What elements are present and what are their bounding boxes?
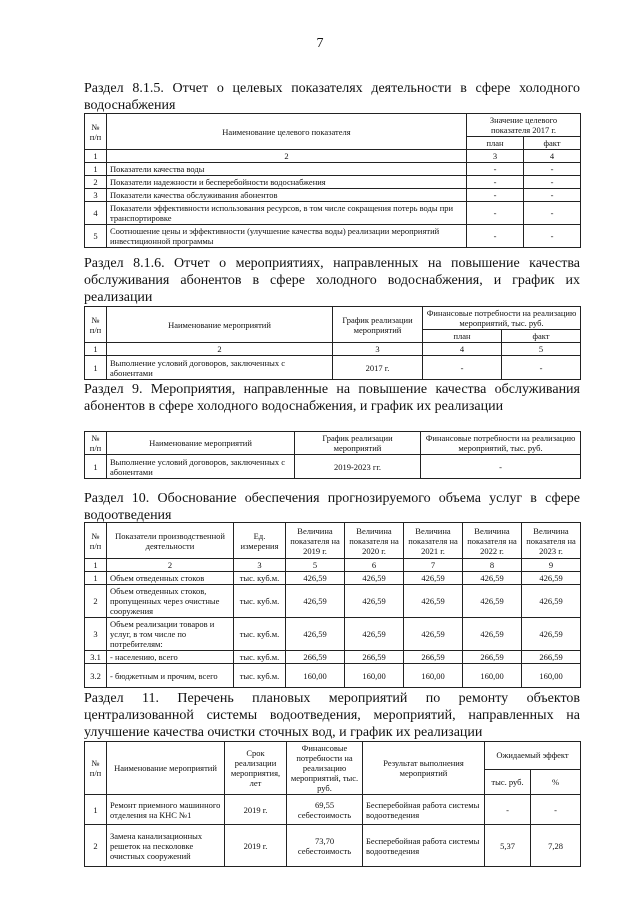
- repair-activities-table: [84, 741, 581, 867]
- table-row: [85, 176, 581, 189]
- row-name: Замена канализационных решеток на песколовке очистных сооружений: [107, 825, 225, 867]
- row-value: 426,59: [286, 572, 345, 585]
- row-fact: -: [524, 225, 581, 248]
- row-unit: тыс. куб.м.: [234, 664, 286, 688]
- header-num: № п/п: [85, 742, 107, 795]
- header-target-value: Значение целевого показателя 2017 г.: [467, 114, 581, 137]
- col-num-cell: 4: [524, 150, 581, 163]
- header-indicator-name: Наименование целевого показателя: [107, 114, 467, 150]
- col-num-cell: 1: [85, 559, 107, 572]
- col-num-cell: 2: [107, 150, 467, 163]
- row-value: 426,59: [522, 585, 581, 618]
- row-result: Бесперебойная работа системы водоотведения: [363, 795, 485, 825]
- table-row: [85, 795, 581, 825]
- row-value: 426,59: [463, 618, 522, 651]
- row-num: 2: [85, 585, 107, 618]
- header-indicator: Показатели производственной деятельности: [107, 523, 234, 559]
- header-fact: факт: [524, 137, 581, 150]
- row-value: 426,59: [463, 585, 522, 618]
- header-term: Срок реализации мероприятия, лет: [225, 742, 287, 795]
- row-plan: -: [467, 176, 524, 189]
- row-amount: 73,70: [314, 835, 335, 846]
- row-fact: -: [524, 163, 581, 176]
- row-effect-pct: 7,28: [531, 825, 581, 867]
- row-plan: -: [423, 356, 502, 380]
- row-name: Показатели качества обслуживания абонентов: [107, 189, 467, 202]
- section-8-1-5-heading: Раздел 8.1.5. Отчет о целевых показателях деятельности в сфере холодного водоснабжения: [84, 81, 580, 113]
- row-fact: -: [524, 176, 581, 189]
- section-11-heading: Раздел 11. Перечень плановых мероприятий по ремонту объектов централизованной системы водоотведения, мероприятий, направленных на улучшение качества очистки сточных вод, и график их реализации: [84, 691, 580, 740]
- header-expected-effect: Ожидаемый эффект: [485, 742, 581, 770]
- col-num-cell: 2: [107, 559, 234, 572]
- row-value: 426,59: [522, 618, 581, 651]
- page-number: 7: [316, 36, 324, 51]
- row-term: 2019 г.: [225, 825, 287, 867]
- header-unit: Ед. измерения: [234, 523, 286, 559]
- row-plan: -: [467, 202, 524, 225]
- table-row: [85, 189, 581, 202]
- header-num: № п/п: [85, 432, 107, 455]
- col-num-cell: 1: [85, 150, 107, 163]
- col-num-cell: 9: [522, 559, 581, 572]
- table-row: [85, 225, 581, 248]
- row-value: 266,59: [522, 651, 581, 664]
- row-name: - населению, всего: [107, 651, 234, 664]
- header-year-2021: Величина показателя на 2021 г.: [404, 523, 463, 559]
- row-name: Показатели качества воды: [107, 163, 467, 176]
- table-row: [85, 651, 581, 664]
- row-name: Ремонт приемного машинного отделения на КНС №1: [107, 795, 225, 825]
- header-activity-name: Наименование мероприятий: [107, 742, 225, 795]
- header-plan: план: [423, 330, 502, 343]
- header-activity-name: Наименование мероприятий: [107, 432, 295, 455]
- row-schedule: 2017 г.: [333, 356, 423, 380]
- header-percent: %: [531, 769, 581, 794]
- row-finance: -: [421, 455, 581, 479]
- col-num-cell: 7: [404, 559, 463, 572]
- row-plan: -: [467, 189, 524, 202]
- row-value: 160,00: [286, 664, 345, 688]
- row-fact: -: [524, 189, 581, 202]
- row-value: 160,00: [522, 664, 581, 688]
- header-schedule: График реализации мероприятий: [333, 307, 423, 343]
- col-num-cell: 3: [234, 559, 286, 572]
- table-row: [85, 585, 581, 618]
- row-unit: тыс. куб.м.: [234, 572, 286, 585]
- row-unit: тыс. куб.м.: [234, 618, 286, 651]
- row-name: Объем реализации товаров и услуг, в том числе по потребителям:: [107, 618, 234, 651]
- row-name: Показатели эффективности использования ресурсов, в том числе сокращения потерь воды при транспортировке: [107, 202, 467, 225]
- row-value: 266,59: [286, 651, 345, 664]
- header-thousand-rub: тыс. руб.: [485, 769, 531, 794]
- row-value: 426,59: [522, 572, 581, 585]
- row-num: 5: [85, 225, 107, 248]
- header-year-2019: Величина показателя на 2019 г.: [286, 523, 345, 559]
- col-num-cell: 4: [423, 343, 502, 356]
- row-num: 3: [85, 189, 107, 202]
- section-9-heading: Раздел 9. Мероприятия, направленные на повышение качества обслуживания абонентов в сфере холодного водоснабжения, и график их реализации: [84, 382, 580, 414]
- row-num: 1: [85, 163, 107, 176]
- row-unit: тыс. куб.м.: [234, 651, 286, 664]
- col-num-cell: 2: [107, 343, 333, 356]
- row-num: 1: [85, 795, 107, 825]
- row-finance: [287, 825, 363, 867]
- row-effect-rub: -: [485, 795, 531, 825]
- col-num-cell: 3: [467, 150, 524, 163]
- row-basis: себестоимость: [297, 809, 352, 820]
- row-value: 266,59: [463, 651, 522, 664]
- col-num-cell: 5: [502, 343, 581, 356]
- table-row: [85, 618, 581, 651]
- row-name: Объем отведенных стоков: [107, 572, 234, 585]
- col-num-cell: 3: [333, 343, 423, 356]
- table-row: [85, 356, 581, 380]
- row-plan: -: [467, 225, 524, 248]
- header-num: № п/п: [85, 114, 107, 150]
- header-finance: Финансовые потребности на реализацию мероприятий, тыс. руб.: [423, 307, 581, 330]
- row-value: 426,59: [286, 585, 345, 618]
- row-num: 1: [85, 455, 107, 479]
- row-num: 1: [85, 356, 107, 380]
- col-num-cell: 6: [345, 559, 404, 572]
- row-finance: [287, 795, 363, 825]
- col-num-cell: 8: [463, 559, 522, 572]
- row-num: 3.2: [85, 664, 107, 688]
- header-num: № п/п: [85, 307, 107, 343]
- row-value: 160,00: [404, 664, 463, 688]
- row-effect-pct: -: [531, 795, 581, 825]
- row-name: Объем отведенных стоков, пропущенных через очистные сооружения: [107, 585, 234, 618]
- row-plan: -: [467, 163, 524, 176]
- section-10-heading: Раздел 10. Обоснование обеспечения прогнозируемого объема услуг в сфере водоотведения: [84, 491, 580, 523]
- row-num: 4: [85, 202, 107, 225]
- row-num: 2: [85, 825, 107, 867]
- row-value: 160,00: [345, 664, 404, 688]
- row-num: 2: [85, 176, 107, 189]
- row-schedule: 2019-2023 гг.: [295, 455, 421, 479]
- row-value: 426,59: [463, 572, 522, 585]
- row-num: 3.1: [85, 651, 107, 664]
- row-num: 1: [85, 572, 107, 585]
- row-value: 426,59: [345, 572, 404, 585]
- row-effect-rub: 5,37: [485, 825, 531, 867]
- service-volume-table: [84, 522, 581, 688]
- row-value: 426,59: [404, 572, 463, 585]
- row-fact: -: [502, 356, 581, 380]
- row-value: 426,59: [404, 618, 463, 651]
- row-num: 3: [85, 618, 107, 651]
- header-finance: Финансовые потребности на реализацию мероприятий, тыс. руб.: [287, 742, 363, 795]
- table-row: [85, 572, 581, 585]
- header-finance: Финансовые потребности на реализацию мероприятий, тыс. руб.: [421, 432, 581, 455]
- col-num-cell: 1: [85, 343, 107, 356]
- row-value: 266,59: [345, 651, 404, 664]
- row-name: Выполнение условий договоров, заключенных с абонентами: [107, 356, 333, 380]
- section-8-1-6-heading: Раздел 8.1.6. Отчет о мероприятиях, направленных на повышение качества обслуживания абонентов в сфере холодного водоснабжения, и график их реализации: [84, 256, 580, 305]
- table-row: [85, 455, 581, 479]
- row-term: 2019 г.: [225, 795, 287, 825]
- header-year-2023: Величина показателя на 2023 г.: [522, 523, 581, 559]
- col-num-cell: 5: [286, 559, 345, 572]
- header-schedule: График реализации мероприятий: [295, 432, 421, 455]
- row-value: 160,00: [463, 664, 522, 688]
- row-name: Показатели надежности и бесперебойности водоснабжения: [107, 176, 467, 189]
- row-value: 426,59: [345, 585, 404, 618]
- row-basis: себестоимость: [297, 845, 352, 856]
- header-fact: факт: [502, 330, 581, 343]
- service-quality-report-table: [84, 306, 581, 380]
- row-result: Бесперебойная работа системы водоотведения: [363, 825, 485, 867]
- row-value: 266,59: [404, 651, 463, 664]
- header-year-2022: Величина показателя на 2022 г.: [463, 523, 522, 559]
- target-indicators-table: [84, 113, 581, 248]
- row-fact: -: [524, 202, 581, 225]
- row-value: 426,59: [345, 618, 404, 651]
- row-name: Соотношение цены и эффективности (улучшение качества воды) реализации мероприятий инвестиционной программы: [107, 225, 467, 248]
- table-row: [85, 202, 581, 225]
- row-name: Выполнение условий договоров, заключенных с абонентами: [107, 455, 295, 479]
- table-row: [85, 163, 581, 176]
- header-num: № п/п: [85, 523, 107, 559]
- table-row: [85, 664, 581, 688]
- table-row: [85, 825, 581, 867]
- row-value: 426,59: [286, 618, 345, 651]
- header-plan: план: [467, 137, 524, 150]
- header-year-2020: Величина показателя на 2020 г.: [345, 523, 404, 559]
- header-result: Результат выполнения мероприятий: [363, 742, 485, 795]
- row-name: - бюджетным и прочим, всего: [107, 664, 234, 688]
- row-amount: 69,55: [314, 799, 335, 810]
- service-quality-plan-table: [84, 431, 581, 479]
- row-unit: тыс. куб.м.: [234, 585, 286, 618]
- header-activity-name: Наименование мероприятий: [107, 307, 333, 343]
- row-value: 426,59: [404, 585, 463, 618]
